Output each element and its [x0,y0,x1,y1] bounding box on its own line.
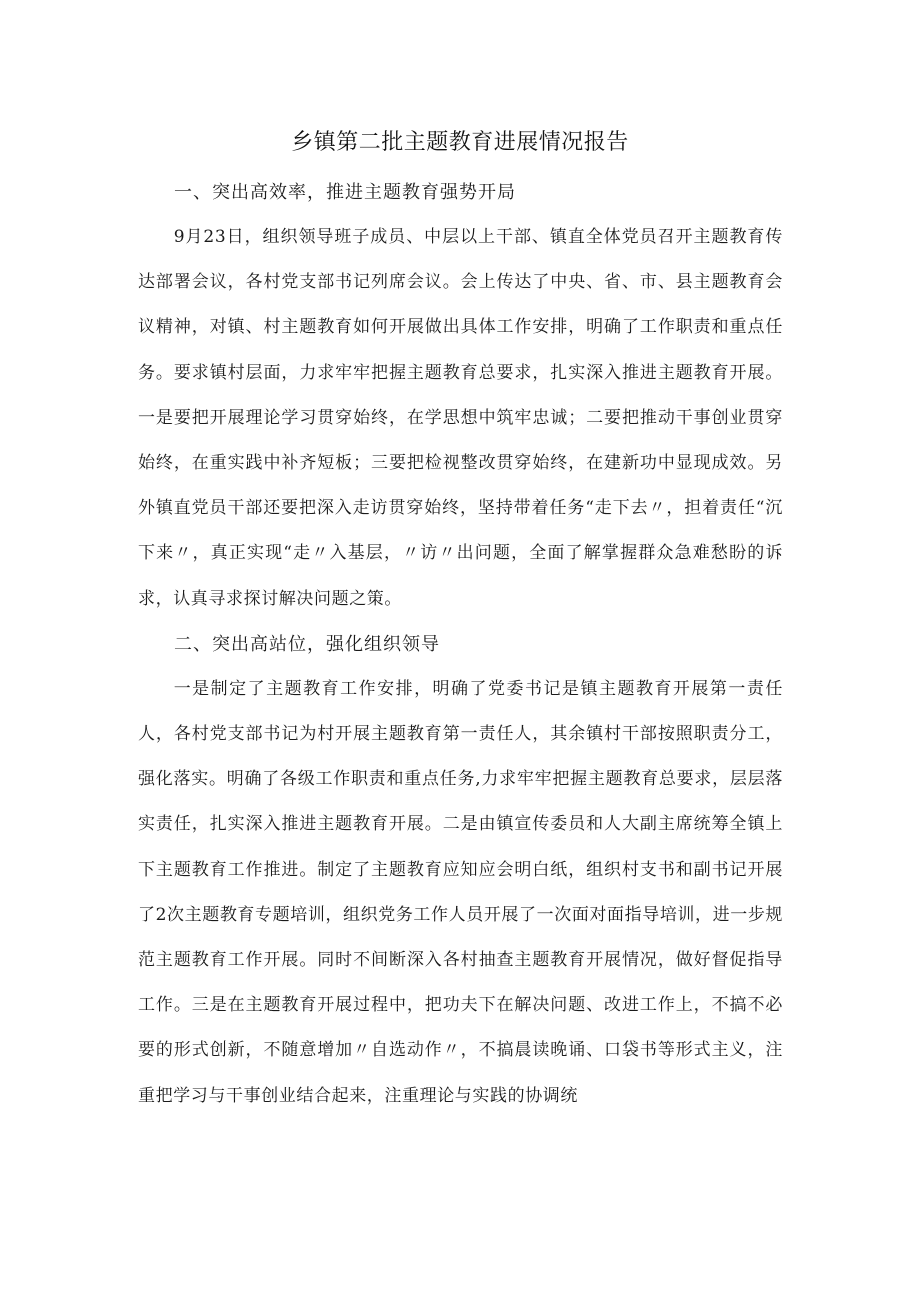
section-1-paragraph: 9月23日，组织领导班子成员、中层以上干部、镇直全体党员召开主题教育传达部署会议，各村党支部书记列席会议。会上传达了中央、省、市、县主题教育会议精神，对镇、村主题教育如何开展做出具体工作安排，明确了工作职责和重点任务。要求镇村层面，力求牢牢把握主题教育总要求，扎实深入推进主题教育开展。一是要把开展理论学习贯穿始终，在学思想中筑牢忠诚；二要把推动干事创业贯穿始终，在重实践中补齐短板；三要把检视整改贯穿始终，在建新功中显现成效。另外镇直党员干部还要把深入走访贯穿始终，坚持带着任务“走下去〃，担着责任“沉下来〃，真正实现“走〃入基层，〃访〃出问题，全面了解掌握群众急难愁盼的诉求，认真寻求探讨解决问题之策。 [138,227,783,609]
section-2-heading: 二、突出高站位，强化组织领导 [174,633,440,655]
document-body [138,170,783,1119]
document-title: 乡镇第二批主题教育进展情况报告 [291,130,629,155]
section-1-heading: 一、突出高效率，推进主题教育强势开局 [174,182,516,203]
section-2-paragraph: 一是制定了主题教育工作安排，明确了党委书记是镇主题教育开展第一责任人，各村党支部书记为村开展主题教育第一责任人，其余镇村干部按照职责分工，强化落实。明确了各级工作职责和重点任务,力求牢牢把握主题教育总要求，层层落实责任，扎实深入推进主题教育开展。二是由镇宣传委员和人大副主席统筹全镇上下主题教育工作推进。制定了主题教育应知应会明白纸，组织村支书和副书记开展了2次主题教育专题培训，组织党务工作人员开展了一次面对面指导培训，进一步规范主题教育工作开展。同时不间断深入各村抽查主题教育开展情况，做好督促指导工作。三是在主题教育开展过程中，把功夫下在解决问题、改进工作上，不搞不必要的形式创新，不随意增加〃自选动作〃，不搞晨读晚诵、口袋书等形式主义，注重把学习与干事创业结合起来，注重理论与实践的协调统 [138,678,784,1106]
